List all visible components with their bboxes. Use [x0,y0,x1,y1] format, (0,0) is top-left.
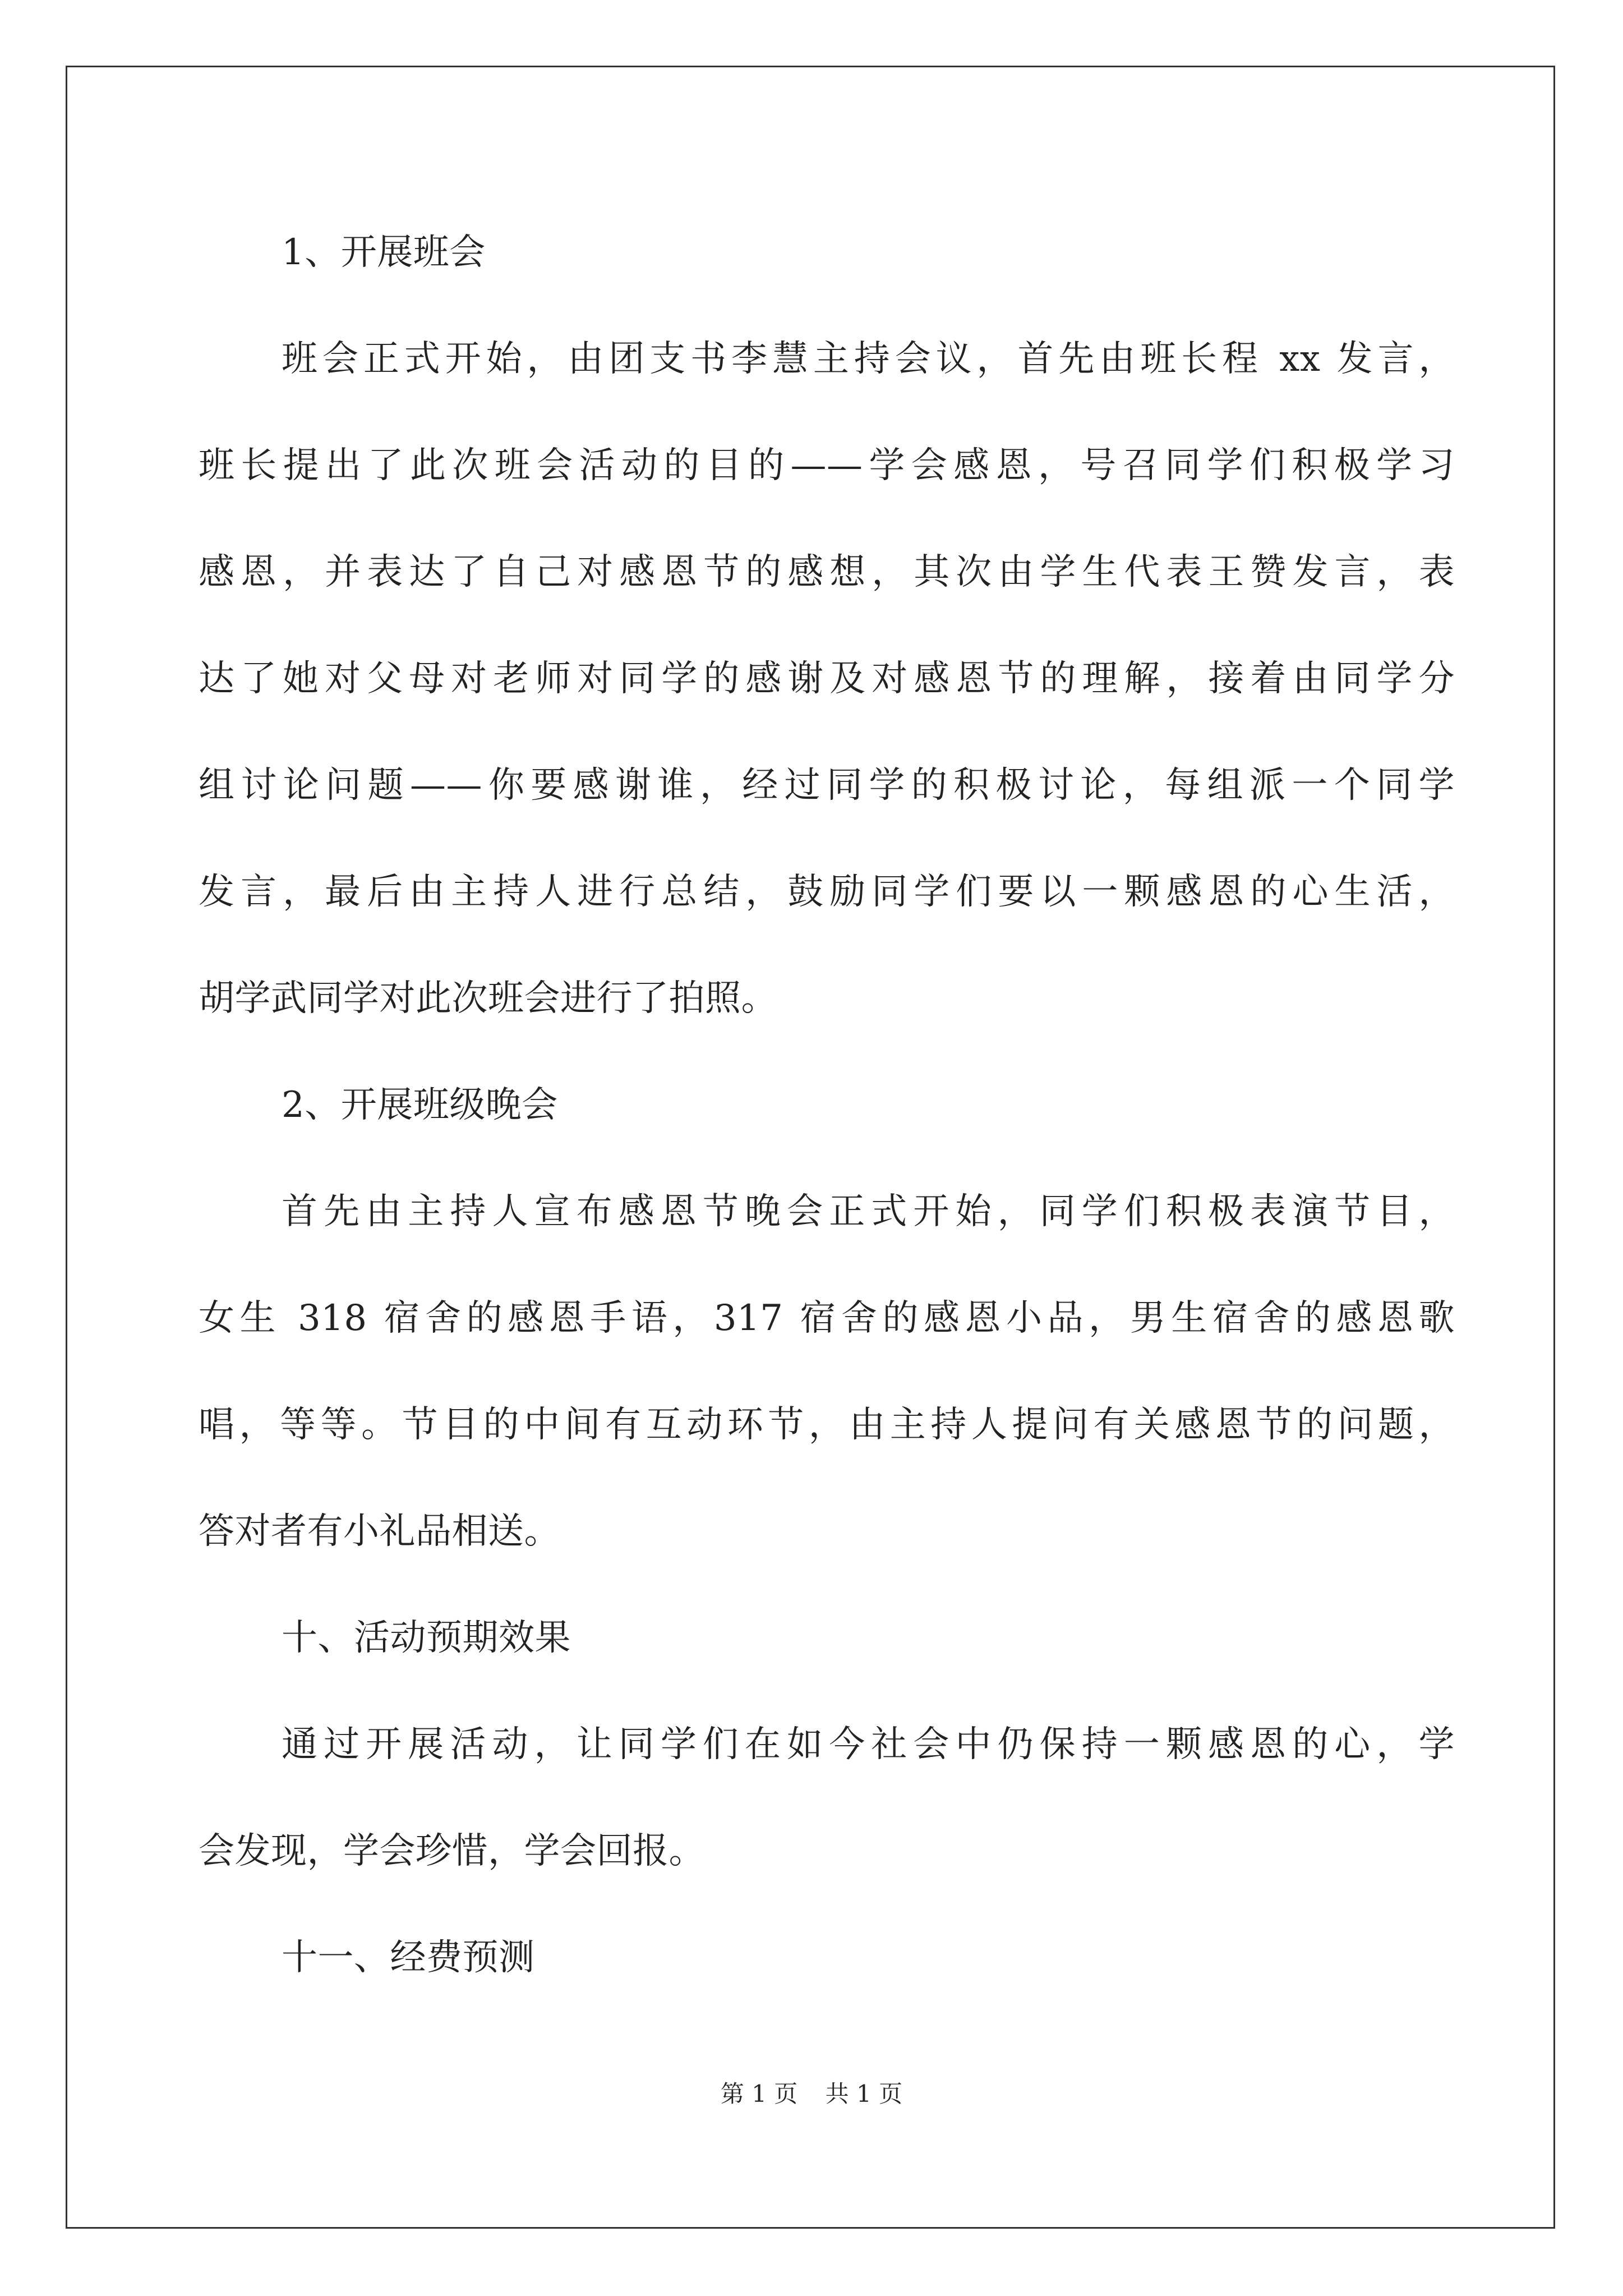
paragraph-line: 首先由主持人宣布感恩节晚会正式开始，同学们积极表演节目， [282,1191,1455,1232]
paragraph-line: 组讨论问题——你要感谢谁，经过同学的积极讨论，每组派一个同学 [199,765,1455,806]
paragraph-line: 班长提出了此次班会活动的目的——学会感恩，号召同学们积极学习 [199,445,1455,486]
page-footer [0,2076,1623,2109]
paragraph-line: 女生 318 宿舍的感恩手语，317 宿舍的感恩小品，男生宿舍的感恩歌 [199,1297,1455,1339]
section-heading-class-party: 2、开展班级晚会 [282,1084,558,1126]
section-heading-class-meeting: 1、开展班会 [282,232,486,273]
section-heading-expected-results: 十、活动预期效果 [282,1617,571,1659]
page-number-total: 共 1 页 [825,2080,903,2108]
paragraph-line: 发言，最后由主持人进行总结，鼓励同学们要以一颗感恩的心生活， [199,871,1455,913]
section-heading-budget: 十一、经费预测 [282,1937,535,1978]
document-body [199,219,1455,2031]
page-number-current: 第 1 页 [720,2080,798,2108]
paragraph-line: 胡学武同学对此次班会进行了拍照。 [199,978,777,1019]
paragraph-line: 唱，等等。节目的中间有互动环节，由主持人提问有关感恩节的问题， [199,1404,1455,1446]
paragraph-line: 答对者有小礼品相送。 [199,1511,560,1552]
paragraph-line: 达了她对父母对老师对同学的感谢及对感恩节的理解，接着由同学分 [199,658,1455,700]
paragraph-line: 会发现，学会珍惜，学会回报。 [199,1830,705,1872]
paragraph-line: 班会正式开始，由团支书李慧主持会议，首先由班长程 xx 发言， [282,338,1455,380]
paragraph-line: 感恩，并表达了自己对感恩节的感想，其次由学生代表王赞发言，表 [199,551,1455,593]
paragraph-line: 通过开展活动，让同学们在如今社会中仍保持一颗感恩的心，学 [282,1724,1455,1765]
